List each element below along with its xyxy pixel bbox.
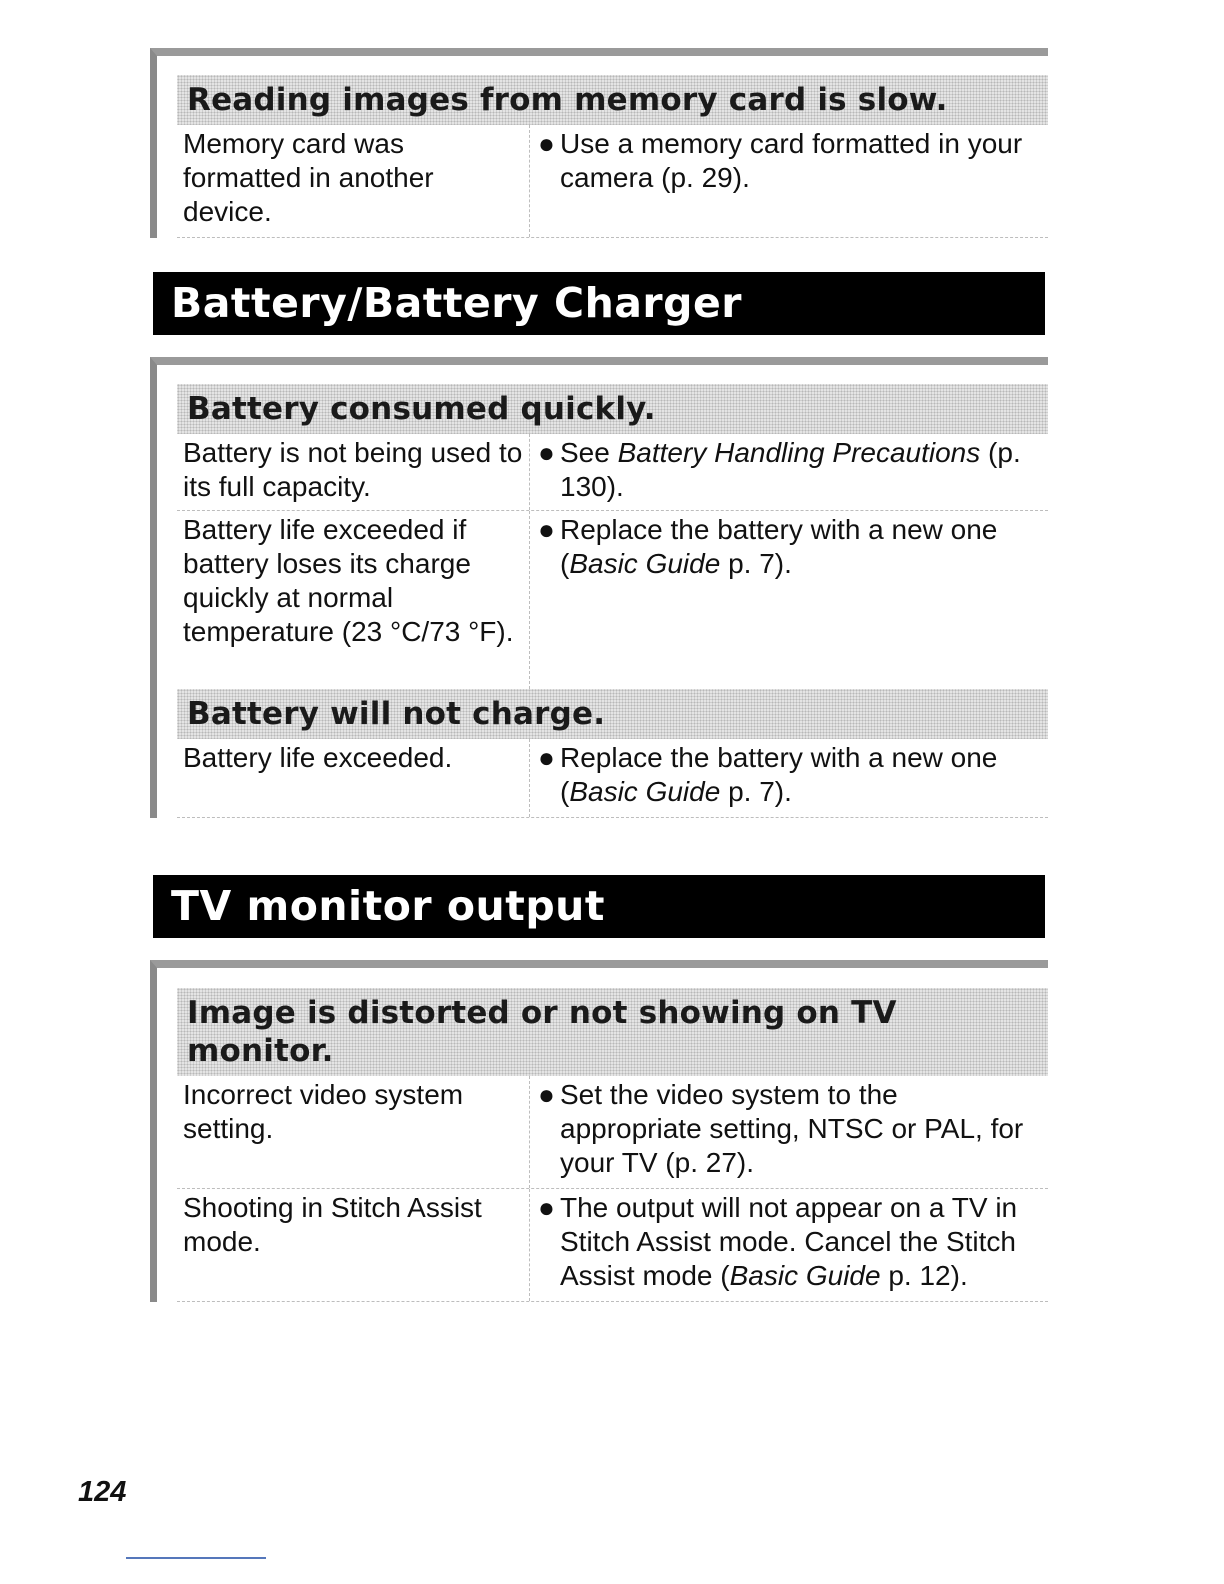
fix-cell: ● Set the video system to the appropriate setting, NTSC or PAL, for your TV (p. 27). xyxy=(538,1079,1024,1178)
tv-output-block xyxy=(150,960,1048,1302)
cause-cell: Memory card was formatted in another device. xyxy=(177,125,530,237)
bullet-icon: ● xyxy=(538,437,555,468)
battery-block xyxy=(150,357,1048,818)
bullet-icon: ● xyxy=(538,514,555,545)
footer-divider xyxy=(126,1557,266,1559)
fix-cell: ● Replace the battery with a new one (Basic Guide p. 7). xyxy=(538,742,998,807)
fix-cell: ● The output will not appear on a TV in Stitch Assist mode. Cancel the Stitch Assist mode (Basic Guide p. 12). xyxy=(538,1192,1018,1291)
subheading-memory-card-slow: Reading images from memory card is slow. xyxy=(177,75,1048,125)
cause-cell: Shooting in Stitch Assist mode. xyxy=(177,1189,530,1301)
bullet-icon: ● xyxy=(538,1192,555,1223)
cause-cell: Battery life exceeded if battery loses its charge quickly at normal temperature (23 °C/73 °F). xyxy=(177,511,530,689)
bullet-icon: ● xyxy=(538,1079,555,1110)
section-title-tv-output: TV monitor output xyxy=(153,875,1045,938)
section-title-battery: Battery/Battery Charger xyxy=(153,272,1045,335)
fix-cell: ● Replace the battery with a new one (Basic Guide p. 7). xyxy=(538,514,998,579)
bullet-icon: ● xyxy=(538,742,555,773)
table-row xyxy=(177,125,1048,238)
page-number: 124 xyxy=(78,1476,127,1508)
subheading-battery-not-charge: Battery will not charge. xyxy=(177,689,1048,739)
table-row xyxy=(177,511,1048,689)
table-row xyxy=(177,1076,1048,1189)
subheading-image-distorted: Image is distorted or not showing on TV monitor. xyxy=(177,988,1048,1076)
cause-cell: Battery life exceeded. xyxy=(177,739,530,817)
table-row xyxy=(177,434,1048,511)
table-row xyxy=(177,1189,1048,1302)
table-row xyxy=(177,739,1048,818)
fix-cell: ● See Battery Handling Precautions (p. 130). xyxy=(538,437,1021,502)
memory-card-slow-block xyxy=(150,48,1048,238)
fix-cell: ● Use a memory card formatted in your camera (p. 29). xyxy=(538,128,1023,193)
cause-cell: Battery is not being used to its full capacity. xyxy=(177,434,530,510)
cause-cell: Incorrect video system setting. xyxy=(177,1076,530,1188)
subheading-battery-consumed: Battery consumed quickly. xyxy=(177,384,1048,434)
bullet-icon: ● xyxy=(538,128,555,159)
